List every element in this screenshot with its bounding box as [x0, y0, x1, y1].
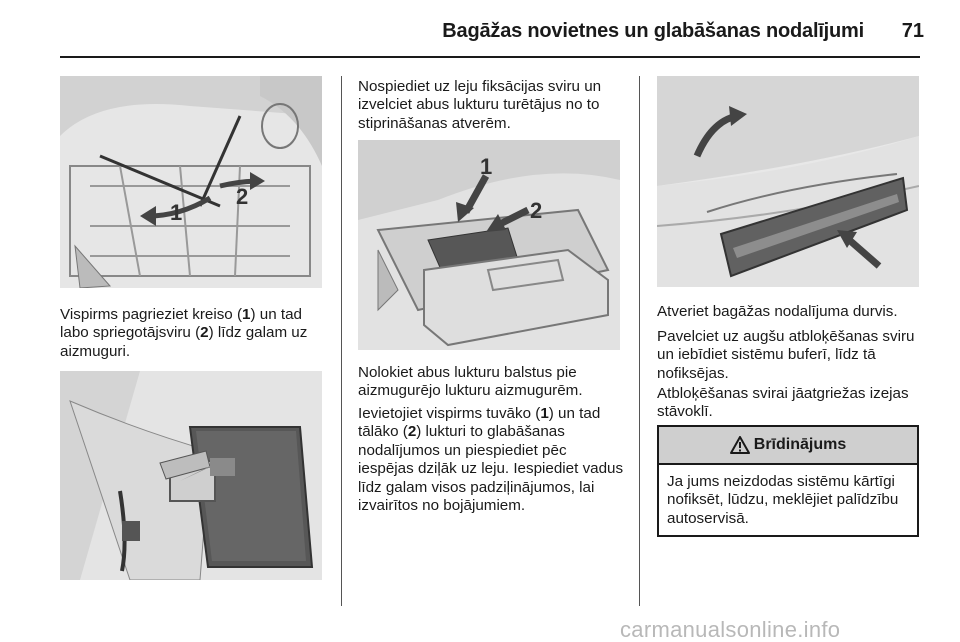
ref-number: 2 [407, 423, 417, 441]
warning-text: Ja jums neizdodas sistēmu kārtīgi nofiksēt, lūdzu, meklējiet palīdzību autoservisā. [667, 473, 899, 527]
page-title: Bagāžas novietnes un glabāšanas nodalījumi [442, 20, 864, 42]
paragraph-lever-return: Atbloķēšanas svirai jāatgriežas izejas stāvoklī. [657, 385, 909, 421]
callout-1: 1 [480, 154, 493, 179]
watermark: carmanualsonline.info [620, 617, 841, 642]
paragraph-insert-lamps [358, 405, 626, 515]
figure-lamp-storage [358, 140, 620, 350]
ref-number: 1 [242, 306, 251, 323]
ref-number: 1 [540, 405, 549, 422]
page-number: 71 [901, 20, 924, 42]
paragraph-tension-levers [60, 306, 326, 361]
ref-number: 2 [200, 324, 209, 342]
callout-2: 2 [530, 198, 543, 223]
lamp-holder-illustration [60, 371, 322, 580]
text: ) un tad labo spriegotājsviru ( [60, 306, 302, 342]
warning-header [659, 427, 917, 465]
column-divider-left [341, 76, 342, 606]
tension-levers-illustration [60, 76, 322, 288]
callout-2: 2 [236, 184, 249, 209]
bumper-insert-illustration [657, 76, 919, 287]
text: ) un tad tālāko ( [358, 405, 601, 441]
header-rule [60, 56, 920, 58]
figure-lamp-holder [60, 371, 322, 580]
warning-box [657, 425, 919, 537]
figure-tension-levers [60, 76, 322, 288]
column-divider-right [639, 76, 640, 606]
text: ) līdz galam uz aizmuguri. [60, 324, 308, 360]
paragraph-open-tailgate: Atveriet bagāžas nodalījuma durvis. [657, 303, 898, 320]
warning-triangle-icon [730, 436, 750, 454]
text: Vispirms pagrieziet kreiso ( [60, 306, 243, 323]
text: ) lukturi to glabāšanas nodalījumos un piespiediet pēc iespējas dziļāk uz leju. Iespiediet vadus līdz galam visos padziļinājumos, lai izvairītos no bojājumiem. [358, 423, 624, 515]
paragraph-fold-supports: Nolokiet abus lukturu balstus pie aizmugurējo lukturu aizmugurēm. [358, 364, 583, 400]
figure-bumper-insert [657, 76, 919, 287]
page-header [0, 0, 960, 58]
callout-1: 1 [170, 200, 183, 225]
warning-title: Brīdinājums [753, 436, 847, 453]
paragraph-pull-unlock: Pavelciet uz augšu atbloķēšanas sviru un iebīdiet sistēmu buferī, līdz tā nofiksējas. [657, 328, 915, 382]
text: Ievietojiet vispirms tuvāko ( [358, 405, 541, 422]
paragraph-release-lever: Nospiediet uz leju fiksācijas sviru un izvelciet abus lukturu turētājus no to stiprināšanas atverēm. [358, 78, 602, 132]
